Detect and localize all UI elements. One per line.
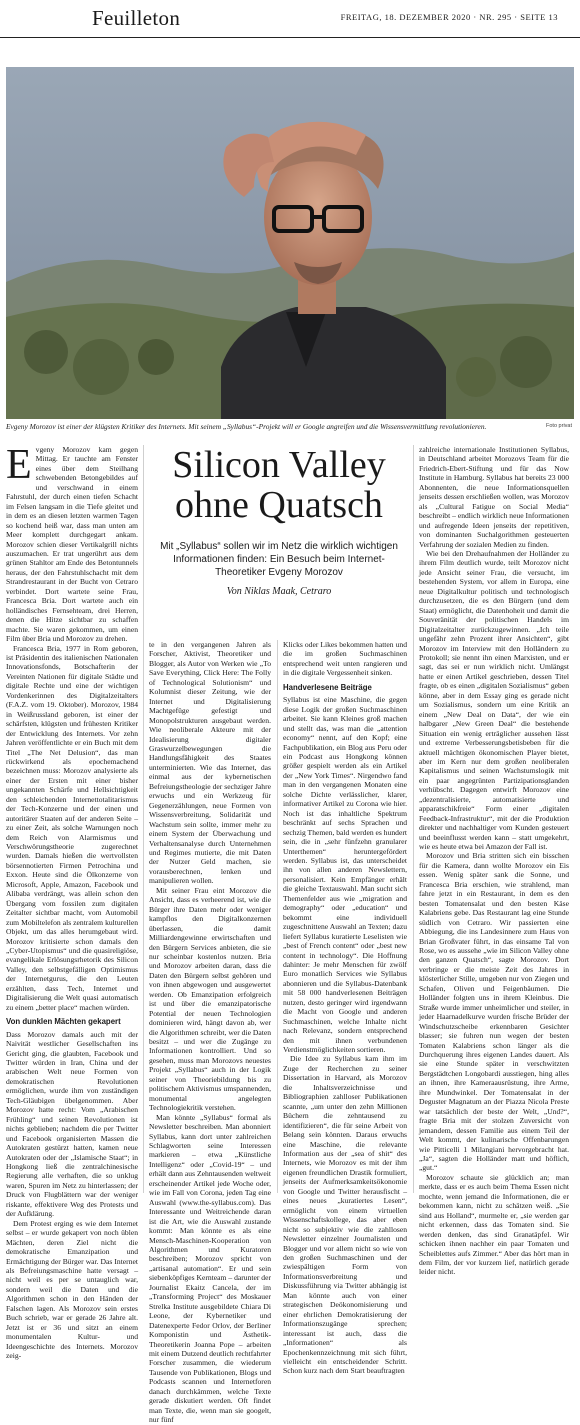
paragraph: te in den vergangenen Jahren als Forscher, Aktivist, Theoretiker und Blogger, als Autor von Werken wie „To Save Everything, Click Here: The Folly of Technological Solutionism“ und Kolumnist dieser Zeitung, wie der Internet und Digitalisierung Machtgefüge gefestigt und Monopolstrukturen ausgebaut werden. Wie neoliberale Akteure mit der Idealisierung digitaler Graswurzelbewegungen die Handlungsfähigkeit des Staates unterminierten. Wie das Internet, das einmal aus der kybernetischen Befreiungstheologie der sechziger Jahre erwuchs und ein Werkzeug für Gegenerzählungen, neue Formen von Wissensverbreitung, Solidarität und Wachstum sein sollte, immer mehr zu einem System der Überwachung und Verhaltensanalyse durch Unternehmen und Regimes mutierte, die mit Daten der Nutzer Geld machen, sie vorausberechnen, lenken und manipulieren wollen. — [149, 640, 271, 886]
headline-line-2: ohne Quatsch — [175, 484, 383, 526]
column-1 — [6, 442, 138, 1361]
column-rule — [143, 445, 144, 1193]
paragraph: zahlreiche internationale Institutionen Syllabus, in Deutschland arbeitet Morozovs Team für die Friedrich-Ebert-Stiftung und für das Now Institute in Hamburg. Syllabus hat bereits 23 000 Abonnenten, die neue Informationsquellen jenseits dessen erschließen wollen, was Morozov als „Cultural Fatigue on Social Media“ beschreibt – endlich wirklich neue Informationen und aufregende Ideen jenseits der repetitiven, von dominanten Suchalgorithmen gesteuerten Verfahrung der sozialen Medien zu finden. — [419, 445, 569, 549]
column-4 — [419, 445, 569, 1277]
paragraph: Mit seiner Frau eint Morozov die Ansicht, dass es verheerend ist, wie die Bürger ihre Daten mehr oder weniger kampflos den Digitalkonzernen überlassen, die damit Milliardengewinne erwirtschaften und den Bürgern Services anbieten, die sie nur scheinbar kostenlos nutzen. Bria und Morozov arbeiten daran, dass die Daten den Bürgern selbst gehören und von ihnen abgewogen und ausgewertet werden. Ob Emanzipation erfolgreich ist und über die emanzipatorische Potential der neuen Technologien dominieren wird, hängt davon ab, wer die Algorithmen schreibt, wer die Daten besitzt – und wer die Zugänge zu Informationen kontrolliert. Und so gesehen, muss man Morozovs neuestes Projekt „Syllabus“ auch in der Logik seiner von Theoriebildung bis zu politischem Aktivismus umspannenden, monumental angelegten Technologiekritik verstehen. — [149, 885, 271, 1113]
paragraph: Die Idee zu Syllabus kam ihm im Zuge der Recherchen zu seiner Dissertation in Harvard, als Morozov die Inhaltsverzeichnisse und Bibliographien zahlloser Publikationen scannte, „um unter den zehn Millionen Büchern die zehntausend zu identifizieren“, die für seine Arbeit von Belang sein könnten. Daraus erwuchs eine Maschine, die relevante Information aus der „sea of shit“ des Internets, wie Morozov es mit der ihm eigenen freundlichen Drastik formuliert, jenseits der Aufmerksamkeitsökonomie von Google und Twitter herausfischt – eines neues „kuratiertes Lesen“, ermöglicht von einem virtuellen Wissenschaftskollege, das aber eben nicht so subjektiv wie die zahllosen Newsletter einzelner Journalisten und Blogger und vor allem nicht so wie von den großen Suchmaschinen und der zwiespältigen Form von Informationsverbreitung und Diskussführung via Twitter abhängig ist Man könnte auch von einer strategischen Deökonomisierung und einer ehrlichen Demokratisierung der Informationszugänge sprechen; interessant ist auch, dass die „Informationen“ als Epochenkennzeichnung mit sich führt, vielleicht ein entscheidender Schritt. Schon kurz nach dem Start beauftragten — [283, 1054, 407, 1376]
column-2 — [149, 640, 271, 1425]
subheadline: Mit „Syllabus“ sollen wir im Netz die wirklich wichtigen Informationen finden: Ein Besuch beim Internet-Theoretiker Evgeny Morozov — [160, 541, 398, 578]
masthead — [0, 0, 580, 38]
article-photo — [6, 67, 574, 419]
paragraph: Morozov und Bria stritten sich ein bisschen für die Kamera, dann wollte Morozov ein Eis essen. Wenig später sank die Sonne, und Francesca Bria erschien, wie strahlend, man fahre jetzt in ein Restaurant, in dem es den besten Tomatensalat und den besten Käse Kalabriens gebe. Das Restaurant lag eine Stunde südlich von Cetraro. Wir passierten eine Abbiegung, die ins Landesinnere zum Haus von Brian Großvater führt, in das einsame Tal von Rose, wo es aussehe „wie im Silicon Valley ohne den ganzen Quatsch“, sagte Morozov. Dort verbringe er die meiste Zeit des Jahres in klösterlicher Stille, umgeben nur von Ziegen und Schafen, Oliven und Feigenbäumen. Die Holländer folgten uns in ihrem Kleinbus. Die Straße wurde immer unheimlicher und steiler, in jeder Haarnadelkurve wurden frische Brüder der Windschutzscheibe erkennbaren Gesichter blasser; sie fuhren nun wegen der besten Tomaten Kalabriens schon länger als die Durchquerung ihres eigenen Landes dauert. Als sie eine Stunde später in verschwitzten Bergstädtchen Longobardi ausstiegen, hing alles an ihnen, ihre Kameraausrüstung, ihre Arme, ihre Mundwinkel. Der Tomatensalat in der Deguster Magnatum an der Piazza Nicola Preste war tatsächlich der beste der Welt, „Und?“, fragte Bria mit der stolzen Zuversicht von jemandem, dessen Familie aus einem Teil der Welt kommt, der kulinarische Offenbarungen wie Pitticelli 1 Milangiani hervorgebracht hat. „Ja“, sagten die Holländer matt und höflich, „gut.“ — [419, 851, 569, 1173]
paragraph: Syllabus ist eine Maschine, die gegen diese Logik der großen Suchmaschinen arbeitet. Sie kann Kleines groß machen und stellt das, was man die „attention economy“ nennt, auf den Kopf; eine Fachpublikation, ein Blog aus Peru oder ein Podcast aus Hongkong können größer gespielt werden als ein Artikel der „New York Times“. Nirgendwo fand man in den vergangenen Monaten eine solche Dichte verlässlicher, klarer, informativer Artikel zu Corona wie hier. Noch ist das inhaltliche Spektrum beschränkt auf sechs Sprachen und sechzig Themen, bald werden es hundert sein, die in „sehr fünfzehn granularer Unterthemen“ heruntergefördert werden. Syllabus ist, das unterscheidet ihn von allen anderen Newslettern, personalisiert. Kein Empfänger erhält die gleiche Textauswahl. Man sucht sich Themenfelder aus wie „migration and demography“ oder „education“ und bekommt eine individuell zugeschnittene Auswahl an Texten; dazu liefert Syllabus kuratierte Leselisten wie „best of French content“ oder „best new content in technology“. Die Hoffnung dahinter: Je mehr Menschen für zwölf Euro monatlich Services wie Syllabus abonnieren und die Syllabus-Datenbank mit 58 000 handverlesenen Beiträgen nutzen, desto geringer wird irgendwann die Macht von Google und anderen Suchmaschinen, welche Inhalte nicht nach Relevanz, sondern entsprechend den mit ihnen verbundenen Verdienstmöglichkeiten sortieren. — [283, 695, 407, 1055]
photo-credit: Foto privat — [546, 423, 572, 429]
paragraph: Man könnte „Syllabus“ formal als Newsletter beschreiben. Man abonniert Syllabus, kann dort unter zahlreichen Schlagworten seine Interessen markieren – etwa „Künstliche Intelligenz“ oder „Covid-19“ – und erhält dann aus Zehntausenden weltweit erscheinender Artikel jede Woche oder, wie im Fall von Corona, jeden Tag eine Auswahl (www.the-syllabus.com). Das Interessante und Weitreichende daran ist die Art, wie die Auswahl zustande kommt: Man könnte es als eine Mensch-Maschinen-Kooperation von Algorithmen und Kuratoren beschreiben; Morozov spricht von „artisanal automation“. Er und sein siebenköpfiges Kernteam – darunter der Journalist Ekaitz Cancela, der im „Transforming Project“ des Moskauer Strelka Institute ausgebildete Chiara Di Leone, der Kybernetiker und Datenexperte Fedor Orlov, der Berliner Komponistin und Ästhetik-Theoretikerin Joanna Pope – arbeiten mit einem Dutzend deutlich rechtfahrter Forscher zusammen, die wiederum Tausende von Publikationen, Blogs und Podcasts scannen und Internetforen danach durchkämmen, welche Texte gerade diskutiert werden. Oft findet man Texte, die, wenn man sie googelt, nur fünf — [149, 1112, 271, 1425]
paragraph: Klicks oder Likes bekommen hatten und die im großen Suchmaschinen entsprechend weit unten rangieren und in die digitale Vergessenheit sinken. — [283, 640, 407, 678]
paragraph: Dem Protest erging es wie dem Internet selbst – er wurde gekapert von noch üblen Mächten, deren Ziel nicht die demokratische Emanzipation und Ermächtigung der Bürger war. Das Internet als Befreiungsmaschine hatte versagt – nicht weil es per se untauglich war, sondern weil die Daten und die Algorithmen schon in den Händen der Falschen lagen. Als Morozov sein erstes Buch schrieb, war er gerade 26 Jahre alt. Jetzt ist er 36 und sitzt an einem monumentalen Kultur- und Ideengeschichte des Internets. Morozov zeig- — [6, 1218, 138, 1361]
lead-paragraph: Evgeny Morozov kam gegen Mittag. Er tauchte am Fenster eines über dem Steilhang schwebenden Betongebildes auf und verschwand in einem Fahrstuhl, der durch einen tiefen Schacht im Felsen langsam in die Tiefe gleitet und in dem es an diesen letzten warmen Tagen so kochend heiß war, dass man unten am Meer komplett durchgegart ankam. Morozov schien dieser Vertikalgrill nichts auszumachen. Er trat ungerührt aus dem grünen Stahltor am Ende des Betontunnels heraus, der den Fahrstuhlschacht mit dem Strandrestaurant in der Bucht von Cetraro verbindet. Dort wartete seine Frau, Francesca Bria. Dort wartete auch ein holländisches Fernsehteam, drei Herren, denen die Hitze sichtbar zu schaffen machte. Sie waren gekommen, um einen Film über Bria und Morozov zu drehen. — [6, 442, 138, 644]
column-3 — [283, 640, 407, 1376]
headline-line-1: Silicon Valley — [172, 444, 386, 486]
byline: Von Niklas Maak, Cetraro — [226, 586, 332, 597]
column-rule — [413, 445, 414, 1193]
paragraph: Morozov schaute sie glücklich an; man merkte, dass er es auch beim Thema Essen nicht mochte, wenn jemand die Informationen, die er bekommen kann, nicht zu schätzen weiß. „Sie sind aus Holland“, murmelte er, „sie werden gar nicht erkennen, dass das Tomaten sind. Sie werden denken, das sind Granatäpfel. Wir schicken ihnen nachher ein paar Tomaten und Scheiblettes aufs Zimmer.“ Aber das hört man in dem Film, der vor kurzem lief, natürlich gerade leider nicht. — [419, 1172, 569, 1277]
drop-cap: E — [6, 442, 32, 488]
section-title: Feuilleton — [92, 6, 181, 30]
paragraph: Wie bei den Drehaufnahmen der Holländer zu ihrem Film deutlich wurde, teilt Morozov nicht jede Ansicht seiner Frau, die versucht, im bestehenden System, vor allem in Europa, eine neue Digitalkultur politisch und technologisch durchzusetzen, die es den Bürgern (und dem Staat) ermöglicht, die Datenhoheit und damit die Souveränität der politischen Handels im Digitalzeitalter zurückzugewinnen. „Ich teile ungefähr zehn Prozent ihrer Ansichten“, gibt Morozov im Interview mit den Holländern zu Protokoll; sie nennt ihn einen Marxisten, und er sagt, das sei er nun wirklich nicht. Umlängst hatte er einen Artikel geschrieben, dessen Titel fragte, ob es einen „digitalen Sozialismus“ geben könne, aber in dem Essay ging es gerade nicht um Sozialismus, sondern um eine Kritik an einem „New Deal on Data“, der wie ein halbgarer „New Green Deal“ die bestehende Situation ein wenig erträglicher aussehen lässt und extreme Verbesserungsbetisbeben für die aktuell mächtigen ökonomischen Player bietet, aber im Kern nur dem großen neoliberalen Kapitalismus und seinen Wachstumslogik mit ein paar angegrünten Partizipationsglanden verhübscht. Dagegen entwirft Morozov eine „dezentralisierte, automatisierte und apparatschikfreie“ Form einer „digitalen Feedback-Infrastruktur“, mit der die Produktion direkter und nachhaltiger vom Kunden gesteuert und beeinflusst werden kann – statt umgekehrt, wie es heute etwa bei Amazon der Fall ist. — [419, 548, 569, 852]
column-rule — [277, 640, 278, 1193]
issue-line: FREITAG, 18. DEZEMBER 2020 · NR. 295 · SEITE 13 — [340, 12, 558, 22]
paragraph: Francesca Bria, 1977 in Rom geboren, ist Präsidentin des italienischen Nationalen Innovationsfonds, Botschafterin der Vereinten Nationen für digitale Städte und digitale Rechte und eine der wichtigen Vordenkerinnen des Digitalzeitalters (F.A.Z. vom 19. Oktober). Morozov, 1984 in Weißrussland geboren, ist einer der schärfsten, klügsten und frühesten Kritiker der Entwicklung des Internets. Vor zehn Jahren veröffentlichte er ein Buch mit dem Titel „The Net Delusion“, das man rückwirkend als epochemachend bezeichnen muss: Morozov analysierte als einer der Ersten mit einer bisher ungekannten Schärfe und Hellsichtigkeit den schleichenden Internettotalitarismus der Tech-Konzerne und der einen und autoritärer Staaten auf der anderen Seite – zu einer Zeit, als solche Warnungen noch dem Reich von Alarmismus und Verschwörungstheorie zugerechnet wurden. Damals hießen die wertvollsten börsennotierten Firmen Petrochina und Exxon. Heute sind die Ölkonzerne von Microsoft, Apple, Amazon, Facebook und Alibaba verdrängt, was allein schon den Übergang vom fossilen zum digitalen Zeitalter sichtbar macht, vom Automobil zum Mobiltelefon als zentralem kulturellen Objekt, um das alles herumgebaut wird. Morozov kritisierte schon damals den „Cyber-Utopismus“ und die quasireligiöse, evangelikale Erlösungsrhetorik des Silicon Valley, den selbstgefälligen Optimismus der Internetgurus, die den Leuten erzählten, dass Tech, Internet und Digitalisierung die Welt quasi automatisch zu einem „better place“ machen würden. — [6, 643, 138, 1012]
headline — [149, 445, 409, 525]
portrait-illustration — [6, 67, 574, 419]
photo-caption: Evgeny Morozov ist einer der klügsten Kritiker des Internets. Mit seinem „Syllabus“-Projekt will er Google angreifen und die Wissensvermittlung revolutionieren. — [6, 422, 487, 431]
subheading: Von dunklen Mächten gekapert — [6, 1017, 121, 1027]
paragraph: Dass Morozov damals auch mit der Naivität westlicher Gesellschaften ins Gericht ging, die glaubten, Facebook und Twitter würden in Iran, China und der arabischen Welt neue Formen von demokratischen Revolutionen ermöglichen, wurde ihm von zuständigen Tech-Gläubigen übelgenommen. Aber Morozov hatte recht: Vom „Arabischen Frühling“ und seinen Revolutionen ist nichts geblieben; nachdem die per Twitter und Facebook organisierten Massen die Autokraten gestürzt hatten, kamen neue Autokraten oder der „Islamische Staat“; in Hongkong ließ die zentralchinesische Regierung alle verhaften, die so unklug waren, Spuren im Netz zu hinterlassen; der Druck von Flugblättern war der weniger riskante, effektivere Weg des Protests und der Aufklärung. — [6, 1029, 138, 1219]
subheading: Handverlesene Beiträge — [283, 682, 372, 692]
